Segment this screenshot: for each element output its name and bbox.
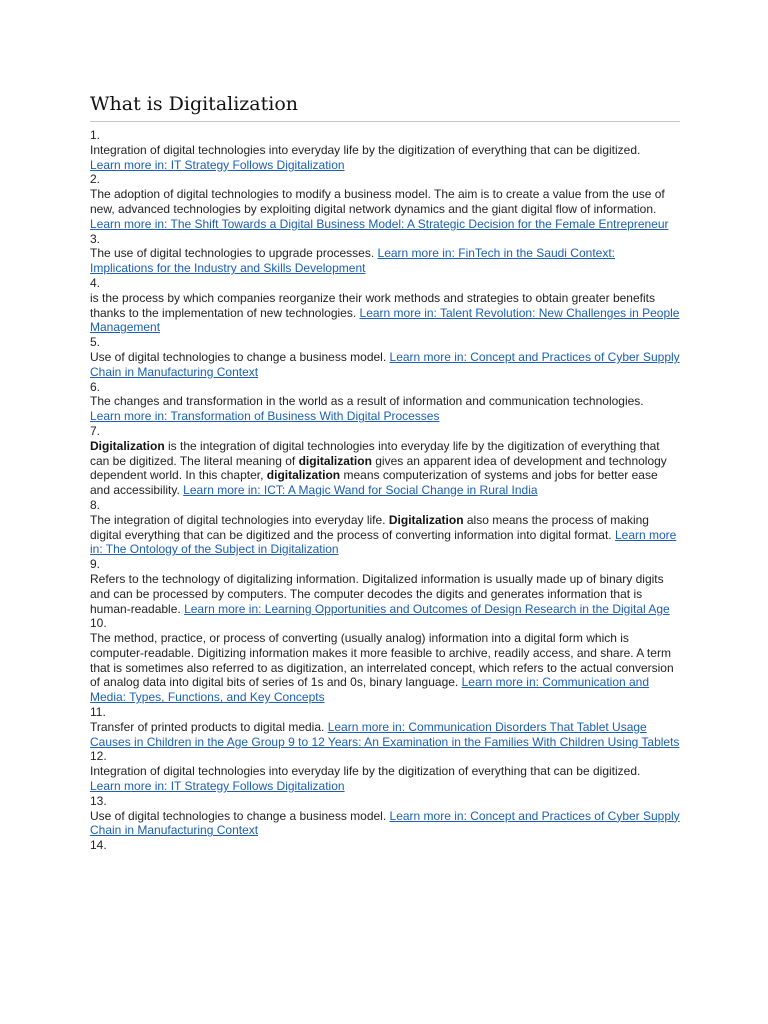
definition-entry xyxy=(90,276,680,335)
entry-text xyxy=(90,513,680,557)
definition-entry xyxy=(90,232,680,276)
learn-more-link[interactable]: Learn more in: Learning Opportunities and Outcomes of Design Research in the Digital Age xyxy=(184,601,670,616)
entry-number: 8. xyxy=(90,497,101,512)
definition-entry xyxy=(90,557,680,616)
entry-text xyxy=(90,394,680,424)
learn-more-link[interactable]: Learn more in: FinTech in the Saudi Context: Implications for the Industry and Skills Development xyxy=(90,246,615,276)
definition-entry xyxy=(90,128,680,172)
learn-more-link[interactable]: Learn more in: Talent Revolution: New Challenges in People Management xyxy=(90,305,680,335)
bold-term: digitalization xyxy=(266,468,341,483)
definition-entry xyxy=(90,794,680,838)
definition-text: Use of digital technologies to change a business model. xyxy=(90,808,387,823)
entry-number: 6. xyxy=(90,379,101,394)
definition-entry xyxy=(90,335,680,379)
learn-more-link[interactable]: Learn more in: Communication Disorders That Tablet Usage Causes in Children in the Age Group 9 to 12 Years: An Examination in the Families With Children Using Tablets xyxy=(90,719,680,749)
entry-number: 3. xyxy=(90,231,101,246)
definition-text: The changes and transformation in the world as a result of information and communication technologies. xyxy=(90,394,644,409)
definition-entry xyxy=(90,424,680,498)
definition-entry xyxy=(90,172,680,231)
definition-text: Use of digital technologies to change a business model. xyxy=(90,349,387,364)
definition-entry xyxy=(90,616,680,705)
entry-number: 1. xyxy=(90,128,101,142)
learn-more-link[interactable]: Learn more in: Transformation of Business With Digital Processes xyxy=(90,409,440,424)
entry-number: 2. xyxy=(90,172,101,187)
entry-number: 13. xyxy=(90,793,107,808)
entry-number: 9. xyxy=(90,557,101,572)
text-segment: gives an apparent idea of development and technology dependent world. In this chapter, xyxy=(90,453,667,483)
entry-number: 12. xyxy=(90,749,107,764)
text-segment: The integration of digital technologies into everyday life. xyxy=(90,512,389,527)
learn-more-link[interactable]: Learn more in: IT Strategy Follows Digitalization xyxy=(90,779,345,794)
learn-more-link[interactable]: Learn more in: The Ontology of the Subject in Digitalization xyxy=(90,527,677,557)
entry-number: 5. xyxy=(90,335,101,350)
bold-term: Digitalization xyxy=(388,512,464,527)
definition-entry xyxy=(90,705,680,749)
definition-text: The adoption of digital technologies to modify a business model. The aim is to create a value from the use of new, advanced technologies by exploiting digital network dynamics and the giant digital flow of information. xyxy=(90,187,665,216)
text-segment: also means the process of making digital everything that can be digitized and the process of converting information into digital format. xyxy=(90,512,649,542)
definition-text: The use of digital technologies to upgrade processes. xyxy=(90,246,375,261)
entry-text xyxy=(90,809,680,839)
learn-more-link[interactable]: Learn more in: Concept and Practices of Cyber Supply Chain in Manufacturing Context xyxy=(90,808,680,838)
entry-text xyxy=(90,572,680,616)
text-segment: is the integration of digital technologies into everyday life by the digitization of everything that can be digitized. The literal meaning of xyxy=(90,438,660,468)
definition-text: is the process by which companies reorganize their work methods and strategies to obtain greater benefits thanks to the implementation of new technologies. xyxy=(90,290,655,320)
entry-text xyxy=(90,720,680,750)
definition-text: Integration of digital technologies into everyday life by the digitization of everything that can be digitized. xyxy=(90,764,641,779)
bold-term: Digitalization xyxy=(90,438,165,453)
definition-text: The method, practice, or process of converting (usually analog) information into a digital form which is computer-readable. Digitizing information makes it more feasible to archive, readily access, and share. A term that is sometimes also referred to as digitization, an interrelated concept, which refers to the actual conversion of analog data into digital bits of series of 1s and 0s, binary language. xyxy=(90,631,674,690)
definition-entry xyxy=(90,749,680,793)
learn-more-link[interactable]: Learn more in: Concept and Practices of Cyber Supply Chain in Manufacturing Context xyxy=(90,349,680,379)
entry-text xyxy=(90,350,680,380)
entry-text xyxy=(90,143,680,173)
entry-text xyxy=(90,764,680,794)
page-title: What is Digitalization xyxy=(90,92,680,122)
entry-number: 10. xyxy=(90,616,107,631)
definition-entry xyxy=(90,838,680,853)
entry-number: 7. xyxy=(90,423,101,438)
entry-text xyxy=(90,439,680,498)
entry-text xyxy=(90,187,680,231)
definition-text: Refers to the technology of digitalizing information. Digitalized information is usually made up of binary digits and can be processed by computers. The computer decodes the digits and generates information that is human-readable. xyxy=(90,571,664,616)
bold-term: digitalization xyxy=(298,453,372,468)
learn-more-link[interactable]: Learn more in: Communication and Media: Types, Functions, and Key Concepts xyxy=(90,675,650,705)
entry-number: 4. xyxy=(90,275,101,290)
learn-more-link[interactable]: Learn more in: ICT: A Magic Wand for Social Change in Rural India xyxy=(183,483,538,498)
text-segment: means computerization of systems and jobs for better ease and accessibility. xyxy=(90,468,658,498)
definition-text: Transfer of printed products to digital media. xyxy=(90,719,325,734)
document-page xyxy=(90,92,680,853)
entry-text xyxy=(90,291,680,335)
definition-text: Integration of digital technologies into everyday life by the digitization of everything that can be digitized. xyxy=(90,142,641,157)
learn-more-link[interactable]: Learn more in: The Shift Towards a Digital Business Model: A Strategic Decision for the Female Entrepreneur xyxy=(90,216,669,231)
definition-entry xyxy=(90,380,680,424)
entry-text xyxy=(90,631,680,705)
learn-more-link[interactable]: Learn more in: IT Strategy Follows Digitalization xyxy=(90,157,345,172)
entry-number: 14. xyxy=(90,838,107,853)
definitions-list xyxy=(90,128,680,853)
definition-entry xyxy=(90,498,680,557)
entry-text xyxy=(90,246,680,276)
entry-number: 11. xyxy=(90,705,106,720)
